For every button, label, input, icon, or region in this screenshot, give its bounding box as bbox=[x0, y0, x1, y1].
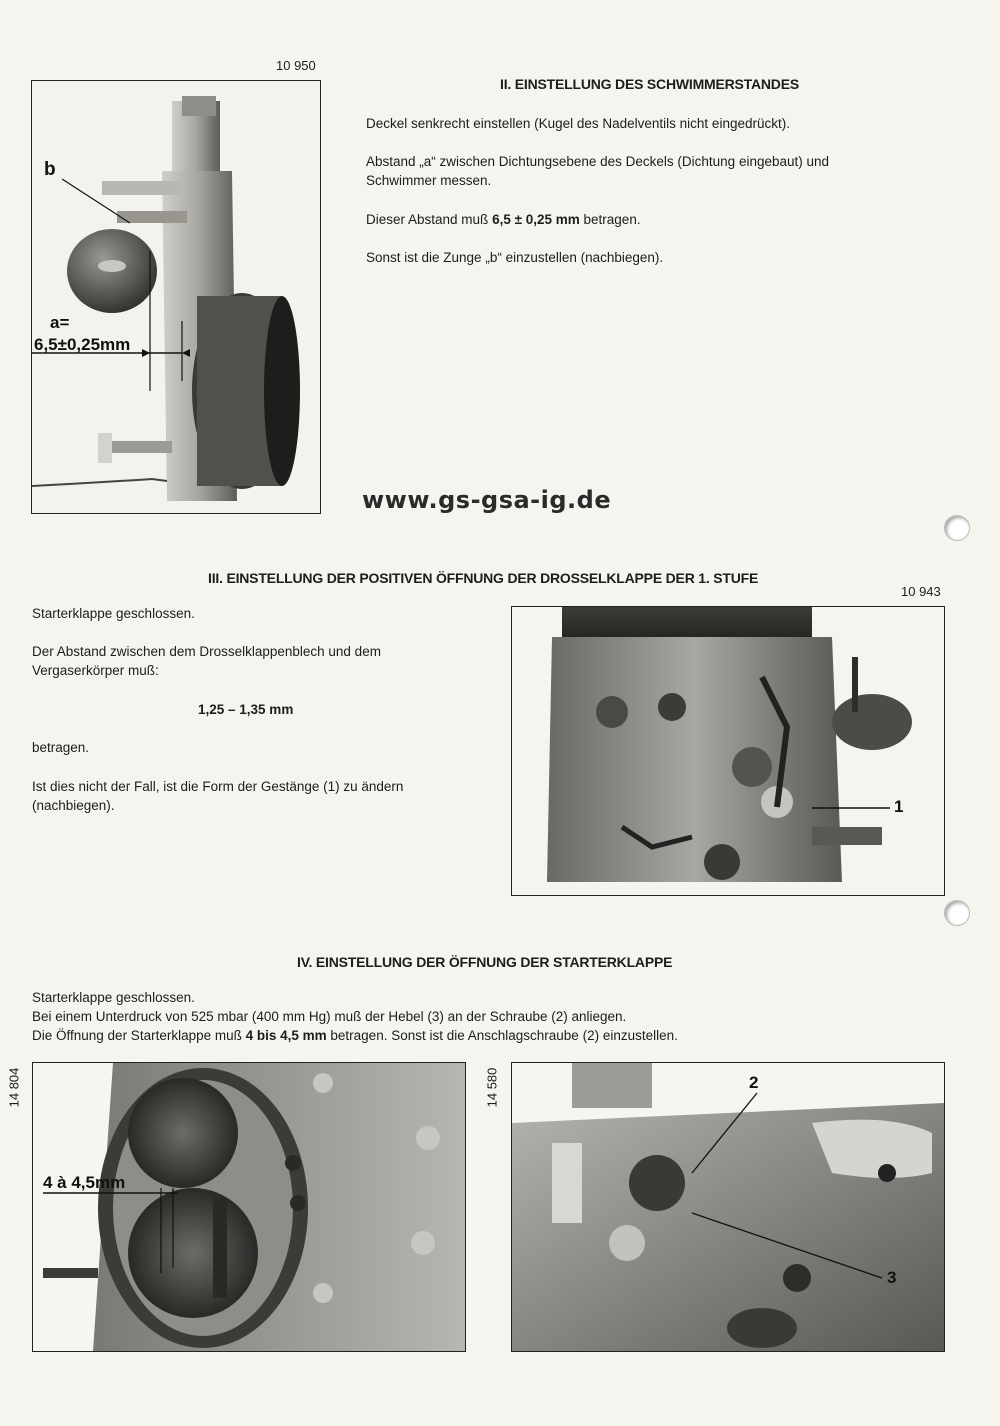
section-4-line-3-bold: 4 bis 4,5 mm bbox=[245, 1028, 327, 1043]
section-3-paragraph-4: Ist dies nicht der Fall, ist die Form der Gestänge (1) zu ändern (nachbiegen). bbox=[32, 779, 404, 813]
figure-number-10950: 10 950 bbox=[276, 58, 316, 73]
callout-1: 1 bbox=[894, 797, 904, 816]
label-b: b bbox=[44, 159, 56, 180]
section-2-paragraph-1: Deckel senkrecht einstellen (Kugel des Nadelventils nicht eingedrückt). bbox=[366, 116, 790, 131]
choke-lever-photo-graphic bbox=[512, 1063, 944, 1351]
throttle-photo-graphic bbox=[512, 607, 944, 895]
section-2-p3-pre: Dieser Abstand muß bbox=[366, 212, 493, 227]
choke-opening-photo-graphic bbox=[33, 1063, 465, 1351]
section-3-paragraph-1: Starterklappe geschlossen. bbox=[32, 606, 195, 621]
figure-number-14580: 14 580 bbox=[484, 1067, 500, 1108]
section-4-line-3-pre: Die Öffnung der Starterklappe muß bbox=[32, 1028, 246, 1043]
choke-opening-photo bbox=[32, 1062, 466, 1352]
throttle-photo bbox=[511, 606, 945, 896]
label-a: a= bbox=[50, 313, 70, 332]
section-2-paragraph-3 bbox=[366, 210, 886, 229]
section-3-heading: III. EINSTELLUNG DER POSITIVEN ÖFFNUNG DER DROSSELKLAPPE DER 1. STUFE bbox=[208, 570, 759, 586]
section-4-line-1: Starterklappe geschlossen. bbox=[32, 990, 195, 1005]
section-3-paragraph-3: betragen. bbox=[32, 740, 90, 755]
callout-2: 2 bbox=[749, 1073, 759, 1092]
float-level-photo bbox=[31, 80, 321, 514]
choke-lever-photo bbox=[511, 1062, 945, 1352]
section-2-p3-bold: 6,5 ± 0,25 mm bbox=[492, 212, 580, 227]
figure-number-14804: 14 804 bbox=[6, 1067, 22, 1108]
section-4-heading: IV. EINSTELLUNG DER ÖFFNUNG DER STARTERKLAPPE bbox=[297, 954, 673, 970]
section-2-heading: II. EINSTELLUNG DES SCHWIMMERSTANDES bbox=[500, 76, 799, 92]
section-4-line-2: Bei einem Unterdruck von 525 mbar (400 mm Hg) muß der Hebel (3) an der Schraube (2) anliegen. bbox=[32, 1009, 627, 1024]
binder-hole-bottom bbox=[944, 900, 970, 926]
figure-number-10943: 10 943 bbox=[901, 584, 941, 599]
section-2-paragraph-4: Sonst ist die Zunge „b“ einzustellen (nachbiegen). bbox=[366, 250, 664, 265]
binder-hole-top bbox=[944, 515, 970, 541]
section-3-value: 1,25 – 1,35 mm bbox=[198, 702, 294, 717]
section-3-paragraph-2: Der Abstand zwischen dem Drosselklappenblech und dem Vergaserkörper muß: bbox=[32, 644, 381, 678]
callout-3: 3 bbox=[887, 1268, 897, 1287]
section-2-p3-post: betragen. bbox=[579, 212, 641, 227]
section-4-line-3-post: betragen. Sonst ist die Anschlagschraube (2) einzustellen. bbox=[326, 1028, 678, 1043]
label-a-value: 6,5±0,25mm bbox=[34, 335, 131, 354]
label-opening: 4 à 4,5mm bbox=[43, 1173, 126, 1192]
section-4-line-3 bbox=[32, 1026, 678, 1045]
website-watermark: www.gs-gsa-ig.de bbox=[362, 486, 612, 514]
float-level-photo-graphic bbox=[32, 81, 320, 513]
section-2-paragraph-2: Abstand „a“ zwischen Dichtungsebene des Deckels (Dichtung eingebaut) und Schwimmer messen. bbox=[366, 154, 830, 188]
